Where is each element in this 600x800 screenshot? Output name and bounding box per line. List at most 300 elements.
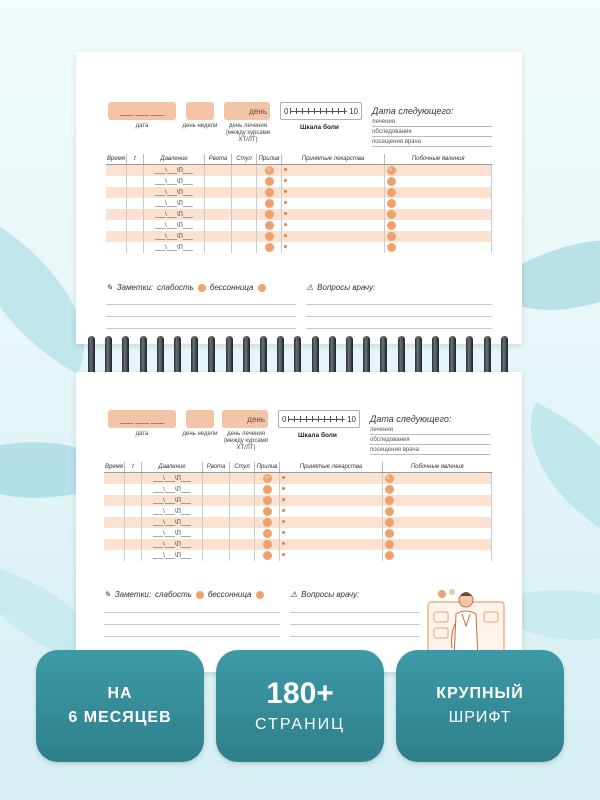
notes-line <box>106 304 296 305</box>
col-vomit: Рвота <box>203 462 230 473</box>
spiral-coil <box>105 336 112 376</box>
pressure-cell[interactable]: ___\___\П___ <box>144 242 205 253</box>
medicine-cell[interactable] <box>280 473 383 485</box>
bullet-dot <box>282 531 285 534</box>
pressure-cell[interactable]: ___\___\П___ <box>144 176 205 187</box>
time-cell[interactable] <box>104 473 125 485</box>
option-insomnia: бессонница <box>209 283 254 292</box>
spiral-coil <box>449 336 456 376</box>
medicine-cell[interactable] <box>280 539 383 550</box>
pencil-icon: ✎ <box>106 283 113 292</box>
table-row <box>106 165 492 177</box>
doctor-illustration <box>426 582 506 660</box>
weakness-dot <box>198 284 206 292</box>
vomit-cell[interactable] <box>203 517 230 528</box>
questions-row <box>290 590 359 599</box>
bullet-dot <box>284 234 287 237</box>
medicine-cell[interactable] <box>280 484 383 495</box>
pain-scale <box>278 410 360 428</box>
spiral-coil <box>122 336 129 376</box>
medicine-cell[interactable] <box>280 517 383 528</box>
table-body <box>104 473 492 562</box>
vomit-cell[interactable] <box>205 165 232 177</box>
pressure-cell[interactable]: ___\___\П___ <box>142 473 203 485</box>
vomit-cell[interactable] <box>203 484 230 495</box>
temp-cell[interactable] <box>127 242 144 253</box>
option-weakness: слабость <box>157 283 194 292</box>
stool-cell[interactable] <box>230 528 255 539</box>
flush-cell[interactable] <box>257 176 282 187</box>
spiral-coil <box>501 336 508 376</box>
check-dot <box>385 518 394 527</box>
spiral-coil <box>398 336 405 376</box>
questions-line <box>290 636 420 637</box>
bullet-dot <box>284 245 287 248</box>
spiral-coil <box>346 336 353 376</box>
check-dot <box>265 177 274 186</box>
temp-cell[interactable] <box>127 176 144 187</box>
time-cell[interactable] <box>106 187 127 198</box>
bullet-dot <box>284 190 287 193</box>
badge-large-font-line1: КРУПНЫЙ <box>436 685 524 702</box>
next-exam-label: обследования <box>372 129 412 135</box>
time-cell[interactable] <box>106 198 127 209</box>
table-row <box>106 176 492 187</box>
scale-max: 10 <box>347 414 356 424</box>
badge-pages-label: СТРАНИЦ <box>255 716 345 733</box>
temp-cell[interactable] <box>127 165 144 177</box>
side-effects-cell[interactable] <box>385 165 492 177</box>
spiral-coil <box>380 336 387 376</box>
check-dot <box>387 221 396 230</box>
next-date-title: Дата следующего: <box>370 414 452 424</box>
vomit-cell[interactable] <box>205 220 232 231</box>
vomit-cell[interactable] <box>203 495 230 506</box>
table-row <box>104 550 492 561</box>
date-field: ___ ___ ___ <box>108 102 176 120</box>
side-effects-cell[interactable] <box>383 473 492 485</box>
vomit-cell[interactable] <box>205 176 232 187</box>
table-row <box>106 231 492 242</box>
side-effects-cell[interactable] <box>385 198 492 209</box>
vomit-cell[interactable] <box>205 187 232 198</box>
spiral-coil <box>191 336 198 376</box>
pressure-cell[interactable]: ___\___\П___ <box>144 231 205 242</box>
questions-label: Вопросы врачу: <box>301 590 360 599</box>
spiral-coil <box>174 336 181 376</box>
medicine-cell[interactable] <box>282 165 385 177</box>
temp-cell[interactable] <box>127 198 144 209</box>
smiley-icon: ☺ <box>387 166 396 175</box>
check-dot <box>265 243 274 252</box>
medicine-cell[interactable] <box>282 187 385 198</box>
medicine-cell[interactable] <box>282 231 385 242</box>
warning-icon: ⚠ <box>306 283 314 292</box>
table-row <box>106 187 492 198</box>
diary-page-top <box>76 52 522 344</box>
flush-cell[interactable] <box>257 220 282 231</box>
notes-label: Заметки: <box>114 590 152 599</box>
notes-label: Заметки: <box>116 283 154 292</box>
flush-cell[interactable] <box>255 473 280 485</box>
pressure-cell[interactable]: ___\___\П___ <box>142 484 203 495</box>
time-cell[interactable] <box>106 231 127 242</box>
time-cell[interactable] <box>104 484 125 495</box>
side-effects-cell[interactable] <box>383 528 492 539</box>
bullet-dot <box>284 201 287 204</box>
next-date-title: Дата следующего: <box>372 106 454 116</box>
check-dot <box>263 518 272 527</box>
pressure-cell[interactable]: ___\___\П___ <box>142 495 203 506</box>
medicine-cell[interactable] <box>282 242 385 253</box>
table-row <box>104 495 492 506</box>
stool-cell[interactable] <box>232 176 257 187</box>
next-exam-line <box>372 130 492 137</box>
check-dot <box>385 507 394 516</box>
badge-pages <box>216 650 384 762</box>
stool-cell[interactable] <box>232 242 257 253</box>
vomit-cell[interactable] <box>205 242 232 253</box>
stool-cell[interactable] <box>232 209 257 220</box>
check-dot <box>265 232 274 241</box>
check-dot <box>385 496 394 505</box>
side-effects-cell[interactable] <box>385 220 492 231</box>
treatment-day-field <box>222 410 268 428</box>
medicine-cell[interactable] <box>282 220 385 231</box>
badge-large-font-line2: ШРИФТ <box>448 709 512 726</box>
questions-line <box>306 304 492 305</box>
medicine-cell[interactable] <box>280 495 383 506</box>
flush-cell[interactable] <box>257 242 282 253</box>
temp-cell[interactable] <box>127 187 144 198</box>
side-effects-cell[interactable] <box>383 517 492 528</box>
bullet-dot <box>282 542 285 545</box>
day-suffix: день <box>249 106 267 116</box>
insomnia-dot <box>258 284 266 292</box>
bullet-dot <box>282 520 285 523</box>
check-dot <box>263 507 272 516</box>
next-visit-label: посещения врача <box>370 447 419 453</box>
next-treatment-line <box>370 428 490 435</box>
flush-cell[interactable] <box>255 517 280 528</box>
time-cell[interactable] <box>106 242 127 253</box>
treatment-day-label <box>222 123 274 144</box>
check-dot <box>265 221 274 230</box>
vomit-cell[interactable] <box>205 209 232 220</box>
table-row <box>104 484 492 495</box>
next-visit-line <box>372 140 492 147</box>
spiral-coil <box>88 336 95 376</box>
time-cell[interactable] <box>104 539 125 550</box>
vomit-cell[interactable] <box>203 473 230 485</box>
col-temp: t <box>127 154 144 165</box>
medicine-cell[interactable] <box>282 176 385 187</box>
flush-cell[interactable] <box>255 528 280 539</box>
col-temp: t <box>125 462 142 473</box>
pressure-cell[interactable]: ___\___\П___ <box>144 165 205 177</box>
notes-line <box>104 624 280 625</box>
smiley-icon: ☺ <box>263 475 271 481</box>
temp-cell[interactable] <box>125 550 142 561</box>
notes-line <box>104 612 280 613</box>
col-stool: Стул <box>232 154 257 165</box>
pressure-cell[interactable]: ___\___\П___ <box>142 539 203 550</box>
questions-line <box>306 316 492 317</box>
pressure-cell[interactable]: ___\___\П___ <box>144 220 205 231</box>
medicine-cell[interactable] <box>280 528 383 539</box>
col-pressure: Давление <box>144 154 205 165</box>
flush-cell[interactable] <box>257 209 282 220</box>
check-dot <box>385 540 394 549</box>
notes-row <box>106 283 266 292</box>
flush-cell[interactable] <box>257 187 282 198</box>
scale-ticks <box>288 416 345 422</box>
date-field: ___ ___ ___ <box>108 410 176 428</box>
col-side-effects: Побочные явления <box>385 154 492 165</box>
vomit-cell[interactable] <box>203 506 230 517</box>
stool-cell[interactable] <box>232 187 257 198</box>
stool-cell[interactable] <box>230 484 255 495</box>
bullet-dot <box>284 168 287 171</box>
col-vomit: Рвота <box>205 154 232 165</box>
side-effects-cell[interactable] <box>383 506 492 517</box>
medicine-cell[interactable] <box>282 198 385 209</box>
temp-cell[interactable] <box>127 209 144 220</box>
vomit-cell[interactable] <box>203 528 230 539</box>
pain-scale <box>280 102 362 120</box>
col-flush: Прилив <box>255 462 280 473</box>
bullet-dot <box>282 476 285 479</box>
side-effects-cell[interactable] <box>383 495 492 506</box>
spiral-coil <box>363 336 370 376</box>
col-time: Время <box>104 462 125 473</box>
treatment-day-label-text: день лечения <box>227 431 265 437</box>
temp-cell[interactable] <box>125 517 142 528</box>
flush-cell[interactable] <box>257 198 282 209</box>
side-effects-cell[interactable] <box>383 539 492 550</box>
option-weakness: слабость <box>155 590 192 599</box>
check-dot <box>263 551 272 560</box>
stool-cell[interactable] <box>232 198 257 209</box>
bullet-dot <box>282 498 285 501</box>
check-dot <box>385 529 394 538</box>
temp-cell[interactable] <box>127 220 144 231</box>
col-side-effects: Побочные явления <box>383 462 492 473</box>
pressure-cell[interactable]: ___\___\П___ <box>142 528 203 539</box>
date-label: дата <box>135 123 149 129</box>
day-suffix: день <box>247 414 265 424</box>
time-cell[interactable] <box>106 209 127 220</box>
pressure-cell[interactable]: ___\___\П___ <box>142 506 203 517</box>
side-effects-cell[interactable] <box>385 231 492 242</box>
smiley-icon: ☺ <box>385 474 394 483</box>
temp-cell[interactable] <box>125 495 142 506</box>
stool-cell[interactable] <box>230 473 255 485</box>
side-effects-cell[interactable] <box>385 209 492 220</box>
vomit-cell[interactable] <box>205 198 232 209</box>
spiral-coil <box>329 336 336 376</box>
notes-line <box>106 328 296 329</box>
bullet-dot <box>282 553 285 556</box>
temp-cell[interactable] <box>125 484 142 495</box>
notes-line <box>106 316 296 317</box>
bullet-dot <box>282 509 285 512</box>
check-dot <box>385 485 394 494</box>
badge-six-months <box>36 650 204 762</box>
stool-cell[interactable] <box>230 539 255 550</box>
check-dot <box>387 188 396 197</box>
badge-six-months-line2: 6 МЕСЯЦЕВ <box>68 709 172 726</box>
spiral-coil <box>260 336 267 376</box>
flush-cell[interactable] <box>255 495 280 506</box>
badge-six-months-line1: НА <box>107 685 133 702</box>
option-insomnia: бессонница <box>207 590 252 599</box>
time-cell[interactable] <box>104 506 125 517</box>
medicine-cell[interactable] <box>280 550 383 561</box>
treatment-day-field <box>224 102 270 120</box>
stool-cell[interactable] <box>232 231 257 242</box>
questions-line <box>306 328 492 329</box>
table-row <box>106 209 492 220</box>
check-dot <box>265 199 274 208</box>
col-stool: Стул <box>230 462 255 473</box>
side-effects-cell[interactable] <box>385 176 492 187</box>
temp-cell[interactable] <box>125 528 142 539</box>
temp-cell[interactable] <box>125 473 142 485</box>
time-cell[interactable] <box>104 528 125 539</box>
col-medicine: Принятые лекарства <box>282 154 385 165</box>
col-pressure: Давление <box>142 462 203 473</box>
date-label: дата <box>135 431 149 437</box>
stool-cell[interactable] <box>230 495 255 506</box>
daily-log-table <box>106 154 492 253</box>
table-row <box>104 473 492 485</box>
pain-scale-label: Шкала боли <box>298 432 337 439</box>
stool-cell[interactable] <box>230 550 255 561</box>
pencil-icon: ✎ <box>104 590 111 599</box>
pressure-cell[interactable]: ___\___\П___ <box>142 517 203 528</box>
side-effects-cell[interactable] <box>385 242 492 253</box>
flush-cell[interactable] <box>255 539 280 550</box>
next-treatment-line <box>372 120 492 127</box>
pressure-cell[interactable]: ___\___\П___ <box>144 209 205 220</box>
weekday-label: день недели <box>182 431 218 437</box>
check-dot <box>265 210 274 219</box>
table-row <box>104 517 492 528</box>
treatment-day-sublabel: (между курсами ХТ/ЛТ) <box>223 438 269 451</box>
spiral-coil <box>294 336 301 376</box>
bullet-dot <box>284 179 287 182</box>
check-dot <box>265 188 274 197</box>
spiral-coil <box>243 336 250 376</box>
weekday-label: день недели <box>182 123 218 129</box>
smiley-icon: ☺ <box>265 167 273 173</box>
table-row <box>106 198 492 209</box>
check-dot <box>263 540 272 549</box>
flush-cell[interactable] <box>255 506 280 517</box>
bullet-dot <box>284 212 287 215</box>
pain-scale-label: Шкала боли <box>300 124 339 131</box>
weakness-dot <box>196 591 204 599</box>
treatment-day-label <box>220 431 272 452</box>
check-dot <box>263 496 272 505</box>
spiral-coil <box>140 336 147 376</box>
scale-ticks <box>290 108 347 114</box>
weekday-field <box>186 102 214 120</box>
scale-min: 0 <box>282 414 287 424</box>
stool-cell[interactable] <box>232 165 257 177</box>
side-effects-cell[interactable] <box>385 187 492 198</box>
side-effects-cell[interactable] <box>383 484 492 495</box>
vomit-cell[interactable] <box>203 550 230 561</box>
next-treatment-label: лечения <box>370 427 394 433</box>
spiral-coil <box>277 336 284 376</box>
spiral-coil <box>157 336 164 376</box>
temp-cell[interactable] <box>125 506 142 517</box>
check-dot <box>387 177 396 186</box>
check-dot <box>385 551 394 560</box>
time-cell[interactable] <box>106 165 127 177</box>
spiral-coil <box>226 336 233 376</box>
next-visit-label: посещения врача <box>372 139 421 145</box>
temp-cell[interactable] <box>125 539 142 550</box>
check-dot <box>263 529 272 538</box>
badge-large-font <box>396 650 564 762</box>
medicine-cell[interactable] <box>280 506 383 517</box>
pressure-cell[interactable]: ___\___\П___ <box>142 550 203 561</box>
spiral-coil <box>432 336 439 376</box>
questions-line <box>290 612 420 613</box>
questions-label: Вопросы врачу: <box>317 283 376 292</box>
pressure-cell[interactable]: ___\___\П___ <box>144 198 205 209</box>
side-effects-cell[interactable] <box>383 550 492 561</box>
flush-cell[interactable] <box>255 484 280 495</box>
table-body <box>106 165 492 254</box>
stool-cell[interactable] <box>230 517 255 528</box>
time-cell[interactable] <box>104 517 125 528</box>
notes-row <box>104 590 264 599</box>
warning-icon: ⚠ <box>290 590 298 599</box>
col-time: Время <box>106 154 127 165</box>
vomit-cell[interactable] <box>205 231 232 242</box>
check-dot <box>387 210 396 219</box>
questions-line <box>290 624 420 625</box>
stool-cell[interactable] <box>232 220 257 231</box>
spiral-coil <box>208 336 215 376</box>
stool-cell[interactable] <box>230 506 255 517</box>
table-row <box>106 220 492 231</box>
time-cell[interactable] <box>104 550 125 561</box>
flush-cell[interactable] <box>257 231 282 242</box>
daily-log-table <box>104 462 492 561</box>
time-cell[interactable] <box>104 495 125 506</box>
flush-cell[interactable] <box>255 550 280 561</box>
next-treatment-label: лечения <box>372 119 396 125</box>
treatment-day-sublabel: (между курсами ХТ/ЛТ) <box>225 130 271 143</box>
weekday-field <box>186 410 214 428</box>
medicine-cell[interactable] <box>282 209 385 220</box>
next-visit-line <box>370 448 490 455</box>
flush-cell[interactable] <box>257 165 282 177</box>
scale-min: 0 <box>284 106 289 116</box>
temp-cell[interactable] <box>127 231 144 242</box>
insomnia-dot <box>256 591 264 599</box>
time-cell[interactable] <box>106 176 127 187</box>
spiral-coil <box>484 336 491 376</box>
vomit-cell[interactable] <box>203 539 230 550</box>
time-cell[interactable] <box>106 220 127 231</box>
pressure-cell[interactable]: ___\___\П___ <box>144 187 205 198</box>
